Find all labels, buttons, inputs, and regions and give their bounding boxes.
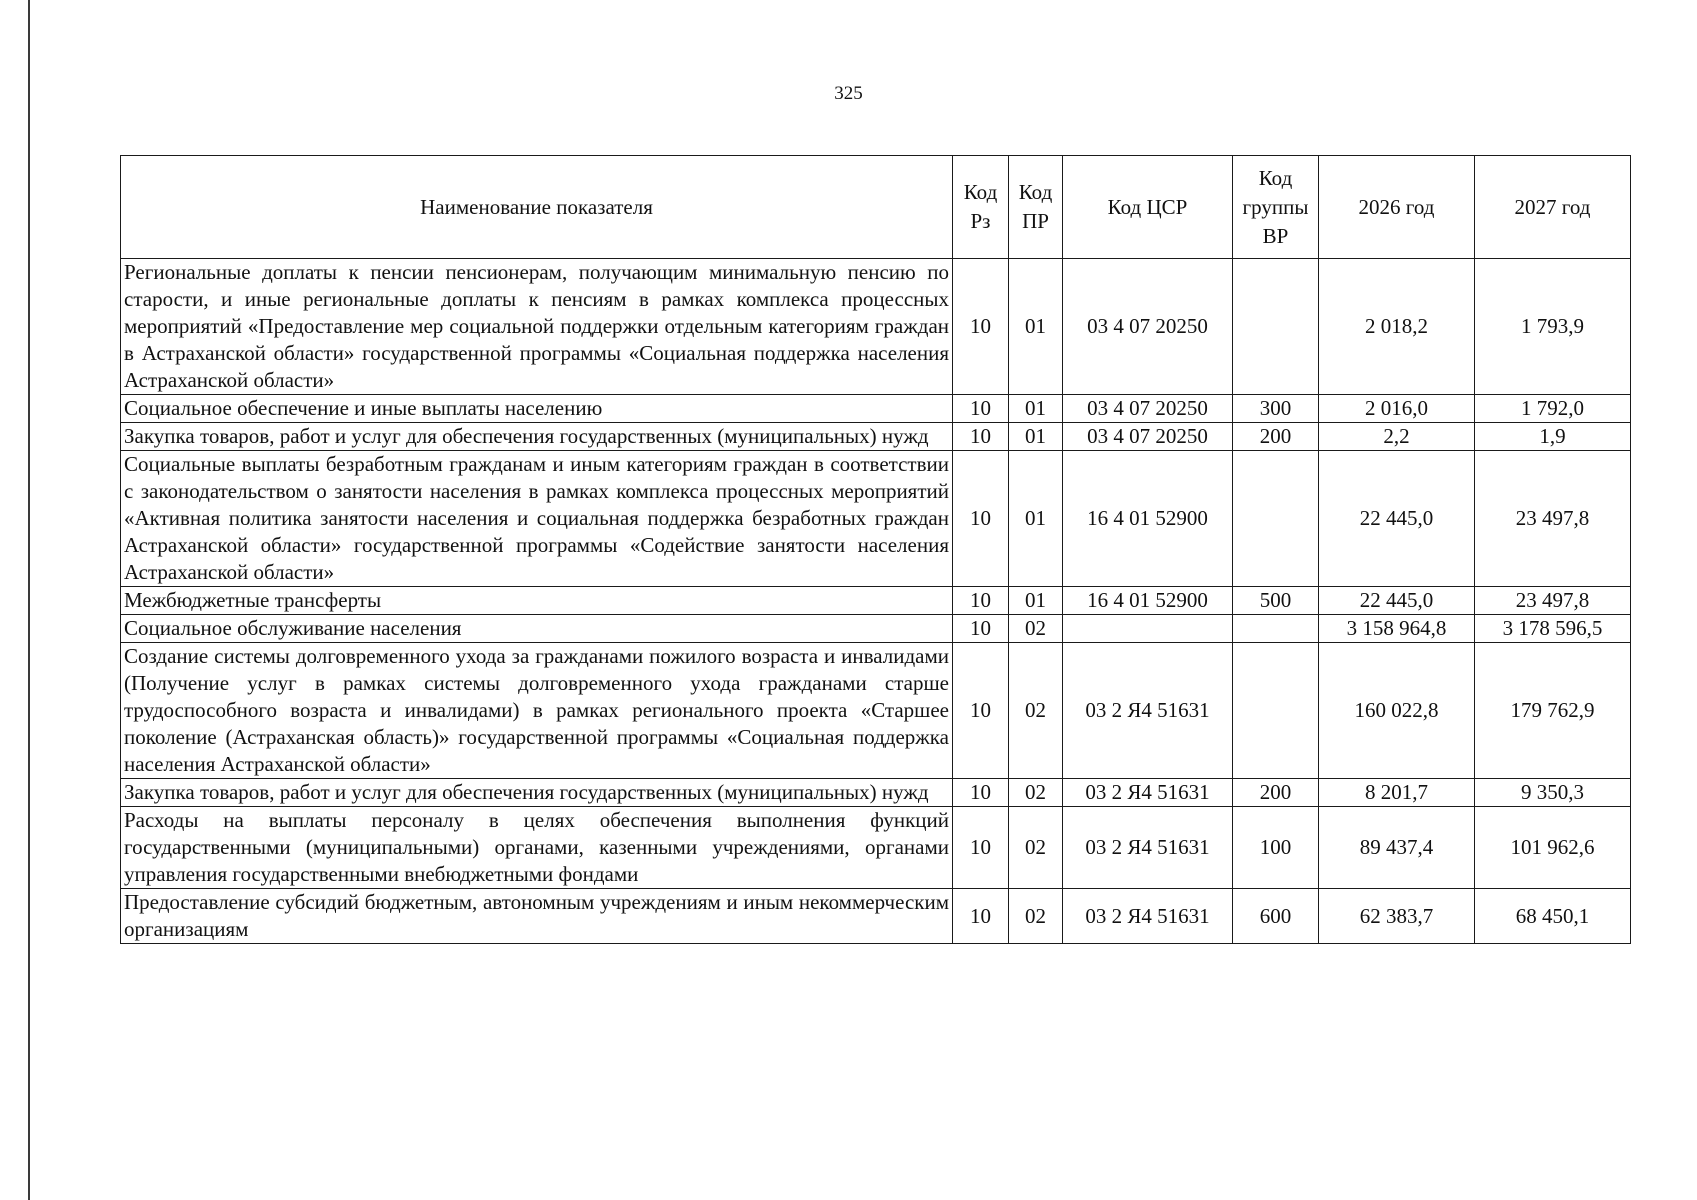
- row-vr: 600: [1233, 889, 1319, 944]
- header-2026: 2026 год: [1319, 156, 1475, 259]
- row-2026: 2 018,2: [1319, 259, 1475, 395]
- row-csr: 03 2 Я4 51631: [1063, 643, 1233, 779]
- row-rz: 10: [953, 451, 1009, 587]
- row-2026: 3 158 964,8: [1319, 615, 1475, 643]
- row-2026: 2,2: [1319, 423, 1475, 451]
- row-name: Межбюджетные трансферты: [121, 587, 953, 615]
- row-2027: 9 350,3: [1475, 779, 1631, 807]
- row-csr: 03 4 07 20250: [1063, 423, 1233, 451]
- row-2026: 8 201,7: [1319, 779, 1475, 807]
- table-row: [121, 259, 1631, 395]
- row-vr: [1233, 451, 1319, 587]
- table-row: [121, 643, 1631, 779]
- row-rz: 10: [953, 395, 1009, 423]
- table-row: [121, 587, 1631, 615]
- header-rz: Код Рз: [953, 156, 1009, 259]
- row-name: Предоставление субсидий бюджетным, автономным учреждениям и иным некоммерческим организациям: [121, 889, 953, 944]
- row-vr: 200: [1233, 423, 1319, 451]
- row-vr: [1233, 259, 1319, 395]
- row-vr: 300: [1233, 395, 1319, 423]
- row-pr: 02: [1009, 615, 1063, 643]
- header-csr: Код ЦСР: [1063, 156, 1233, 259]
- row-2027: 1,9: [1475, 423, 1631, 451]
- budget-table: [120, 155, 1631, 944]
- row-2027: 68 450,1: [1475, 889, 1631, 944]
- row-rz: 10: [953, 889, 1009, 944]
- row-2027: 101 962,6: [1475, 807, 1631, 889]
- binding-margin-line: [28, 0, 30, 1200]
- header-pr: Код ПР: [1009, 156, 1063, 259]
- row-2026: 22 445,0: [1319, 451, 1475, 587]
- row-rz: 10: [953, 643, 1009, 779]
- row-pr: 02: [1009, 643, 1063, 779]
- row-2027: 23 497,8: [1475, 587, 1631, 615]
- row-2027: 3 178 596,5: [1475, 615, 1631, 643]
- row-csr: 16 4 01 52900: [1063, 451, 1233, 587]
- table-row: [121, 779, 1631, 807]
- row-2027: 179 762,9: [1475, 643, 1631, 779]
- row-pr: 01: [1009, 587, 1063, 615]
- table-row: [121, 451, 1631, 587]
- row-rz: 10: [953, 587, 1009, 615]
- table-row: [121, 423, 1631, 451]
- row-2027: 1 793,9: [1475, 259, 1631, 395]
- row-2026: 62 383,7: [1319, 889, 1475, 944]
- row-rz: 10: [953, 807, 1009, 889]
- row-pr: 01: [1009, 423, 1063, 451]
- row-rz: 10: [953, 779, 1009, 807]
- table-row: [121, 395, 1631, 423]
- row-name: Закупка товаров, работ и услуг для обеспечения государственных (муниципальных) нужд: [121, 423, 953, 451]
- row-csr: 03 2 Я4 51631: [1063, 779, 1233, 807]
- row-pr: 01: [1009, 451, 1063, 587]
- row-csr: 03 2 Я4 51631: [1063, 807, 1233, 889]
- row-vr: 500: [1233, 587, 1319, 615]
- header-vr: Код группы ВР: [1233, 156, 1319, 259]
- row-name: Социальное обеспечение и иные выплаты населению: [121, 395, 953, 423]
- row-2026: 2 016,0: [1319, 395, 1475, 423]
- row-pr: 01: [1009, 395, 1063, 423]
- row-2026: 22 445,0: [1319, 587, 1475, 615]
- row-pr: 01: [1009, 259, 1063, 395]
- row-rz: 10: [953, 259, 1009, 395]
- row-pr: 02: [1009, 779, 1063, 807]
- row-csr: [1063, 615, 1233, 643]
- table-row: [121, 807, 1631, 889]
- row-csr: 03 4 07 20250: [1063, 259, 1233, 395]
- row-csr: 16 4 01 52900: [1063, 587, 1233, 615]
- row-name: Закупка товаров, работ и услуг для обеспечения государственных (муниципальных) нужд: [121, 779, 953, 807]
- row-name: Социальное обслуживание населения: [121, 615, 953, 643]
- page-number: 325: [834, 83, 863, 104]
- row-pr: 02: [1009, 889, 1063, 944]
- table-header-row: [121, 156, 1631, 259]
- row-2027: 1 792,0: [1475, 395, 1631, 423]
- row-2027: 23 497,8: [1475, 451, 1631, 587]
- row-csr: 03 2 Я4 51631: [1063, 889, 1233, 944]
- header-name: Наименование показателя: [121, 156, 953, 259]
- row-vr: [1233, 643, 1319, 779]
- row-name: Расходы на выплаты персоналу в целях обеспечения выполнения функций государственными (муниципальными) органами, казенными учреждениями, органами управления государственными внебюджетными фондами: [121, 807, 953, 889]
- row-pr: 02: [1009, 807, 1063, 889]
- table-row: [121, 615, 1631, 643]
- row-2026: 160 022,8: [1319, 643, 1475, 779]
- row-name: Социальные выплаты безработным гражданам и иным категориям граждан в соответствии с законодательством о занятости населения в рамках комплекса процессных мероприятий «Активная политика занятости населения и социальная поддержка безработных граждан Астраханской области» государственной программы «Содействие занятости населения Астраханской области»: [121, 451, 953, 587]
- row-vr: 100: [1233, 807, 1319, 889]
- table-row: [121, 889, 1631, 944]
- row-vr: 200: [1233, 779, 1319, 807]
- row-rz: 10: [953, 423, 1009, 451]
- row-name: Создание системы долговременного ухода за гражданами пожилого возраста и инвалидами (Получение услуг в рамках системы долговременного ухода гражданами старше трудоспособного возраста и инвалидами) в рамках регионального проекта «Старшее поколение (Астраханская область)» государственной программы «Социальная поддержка населения Астраханской области»: [121, 643, 953, 779]
- row-name: Региональные доплаты к пенсии пенсионерам, получающим минимальную пенсию по старости, и иные региональные доплаты к пенсиям в рамках комплекса процессных мероприятий «Предоставление мер социальной поддержки отдельным категориям граждан в Астраханской области» государственной программы «Социальная поддержка населения Астраханской области»: [121, 259, 953, 395]
- row-2026: 89 437,4: [1319, 807, 1475, 889]
- row-csr: 03 4 07 20250: [1063, 395, 1233, 423]
- header-2027: 2027 год: [1475, 156, 1631, 259]
- row-rz: 10: [953, 615, 1009, 643]
- row-vr: [1233, 615, 1319, 643]
